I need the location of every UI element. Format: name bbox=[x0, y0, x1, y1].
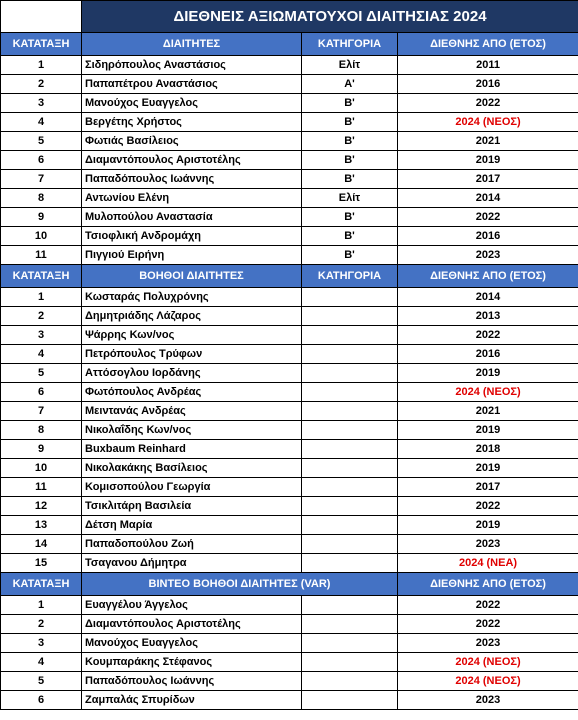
year-cell: 2016 bbox=[398, 75, 578, 94]
table-row bbox=[1, 459, 578, 478]
table-row bbox=[1, 151, 578, 170]
rank-cell: 5 bbox=[1, 672, 82, 691]
name-cell: Τσιοφλική Ανδρομάχη bbox=[82, 227, 302, 246]
name-cell: Μειντανάς Ανδρέας bbox=[82, 402, 302, 421]
rank-cell: 2 bbox=[1, 307, 82, 326]
table-row bbox=[1, 326, 578, 345]
category-cell: Ελίτ bbox=[302, 189, 398, 208]
category-cell bbox=[302, 383, 398, 402]
name-cell: Κουμπαράκης Στέφανος bbox=[82, 653, 302, 672]
category-cell bbox=[302, 440, 398, 459]
name-cell: Κομισοπούλου Γεωργία bbox=[82, 478, 302, 497]
category-cell bbox=[302, 288, 398, 307]
category-cell bbox=[302, 497, 398, 516]
table-row bbox=[1, 440, 578, 459]
table-row bbox=[1, 113, 578, 132]
name-cell: Μανούχος Ευαγγελος bbox=[82, 94, 302, 113]
rank-cell: 1 bbox=[1, 288, 82, 307]
rank-cell: 4 bbox=[1, 113, 82, 132]
rank-cell: 10 bbox=[1, 459, 82, 478]
year-cell: 2023 bbox=[398, 246, 578, 265]
var-header-row bbox=[1, 573, 578, 596]
name-cell: Φωτόπουλος Ανδρέας bbox=[82, 383, 302, 402]
name-cell: Δέτση Μαρία bbox=[82, 516, 302, 535]
year-cell: 2019 bbox=[398, 516, 578, 535]
category-cell: Β' bbox=[302, 227, 398, 246]
year-cell: 2019 bbox=[398, 421, 578, 440]
category-cell bbox=[302, 345, 398, 364]
category-cell bbox=[302, 402, 398, 421]
year-cell: 2016 bbox=[398, 227, 578, 246]
year-cell: 2017 bbox=[398, 170, 578, 189]
category-cell bbox=[302, 615, 398, 634]
year-cell: 2024 (ΝΕΟΣ) bbox=[398, 113, 578, 132]
table-row bbox=[1, 615, 578, 634]
category-cell: Ελίτ bbox=[302, 56, 398, 75]
year-cell: 2022 bbox=[398, 497, 578, 516]
rank-cell: 12 bbox=[1, 497, 82, 516]
category-cell: Β' bbox=[302, 113, 398, 132]
name-cell: Παπαδόπουλος Ιωάννης bbox=[82, 672, 302, 691]
table-row bbox=[1, 94, 578, 113]
table-row bbox=[1, 307, 578, 326]
referees-header-row bbox=[1, 33, 578, 56]
rank-cell: 2 bbox=[1, 615, 82, 634]
year-cell: 2023 bbox=[398, 634, 578, 653]
rank-cell: 11 bbox=[1, 478, 82, 497]
table-row bbox=[1, 56, 578, 75]
year-cell: 2024 (ΝΕΟΣ) bbox=[398, 383, 578, 402]
year-cell: 2014 bbox=[398, 288, 578, 307]
year-cell: 2019 bbox=[398, 459, 578, 478]
table-row bbox=[1, 691, 578, 710]
category-cell: Α' bbox=[302, 75, 398, 94]
name-cell: Ζαμπαλάς Σπυρίδων bbox=[82, 691, 302, 710]
name-cell: Ψάρρης Κων/νος bbox=[82, 326, 302, 345]
year-cell: 2019 bbox=[398, 364, 578, 383]
table-row bbox=[1, 383, 578, 402]
year-cell: 2016 bbox=[398, 345, 578, 364]
header-rank: ΚΑΤΑΤΑΞΗ bbox=[1, 573, 82, 596]
year-cell: 2022 bbox=[398, 94, 578, 113]
header-rank: ΚΑΤΑΤΑΞΗ bbox=[1, 265, 82, 288]
header-year: ΔΙΕΘΝΗΣ ΑΠΟ (ΕΤΟΣ) bbox=[398, 33, 578, 56]
rank-cell: 15 bbox=[1, 554, 82, 573]
table-row bbox=[1, 189, 578, 208]
category-cell bbox=[302, 478, 398, 497]
header-year: ΔΙΕΘΝΗΣ ΑΠΟ (ΕΤΟΣ) bbox=[398, 265, 578, 288]
table-row bbox=[1, 516, 578, 535]
name-cell: Βεργέτης Χρήστος bbox=[82, 113, 302, 132]
name-cell: Πετρόπουλος Τρύφων bbox=[82, 345, 302, 364]
name-cell: Φωτιάς Βασίλειος bbox=[82, 132, 302, 151]
name-cell: Αντωνίου Ελένη bbox=[82, 189, 302, 208]
name-cell: Παπαπέτρου Αναστάσιος bbox=[82, 75, 302, 94]
year-cell: 2024 (ΝΕΟΣ) bbox=[398, 672, 578, 691]
year-cell: 2021 bbox=[398, 132, 578, 151]
table-row bbox=[1, 596, 578, 615]
category-cell bbox=[302, 672, 398, 691]
table-row bbox=[1, 345, 578, 364]
year-cell: 2014 bbox=[398, 189, 578, 208]
category-cell bbox=[302, 653, 398, 672]
table-row bbox=[1, 364, 578, 383]
header-rank: ΚΑΤΑΤΑΞΗ bbox=[1, 33, 82, 56]
category-cell: Β' bbox=[302, 151, 398, 170]
category-cell bbox=[302, 596, 398, 615]
rank-cell: 10 bbox=[1, 227, 82, 246]
rank-cell: 3 bbox=[1, 326, 82, 345]
name-cell: Πιγγιού Ειρήνη bbox=[82, 246, 302, 265]
rank-cell: 8 bbox=[1, 421, 82, 440]
table-row bbox=[1, 478, 578, 497]
header-category: ΚΑΤΗΓΟΡΙΑ bbox=[302, 33, 398, 56]
year-cell: 2013 bbox=[398, 307, 578, 326]
name-cell: Ευαγγέλου Άγγελος bbox=[82, 596, 302, 615]
category-cell bbox=[302, 634, 398, 653]
header-title: ΒΙΝΤΕΟ ΒΟΗΘΟΙ ΔΙΑΙΤΗΤΕΣ (VAR) bbox=[82, 573, 398, 596]
header-category: ΚΑΤΗΓΟΡΙΑ bbox=[302, 265, 398, 288]
category-cell bbox=[302, 535, 398, 554]
table-row bbox=[1, 288, 578, 307]
year-cell: 2022 bbox=[398, 208, 578, 227]
category-cell: Β' bbox=[302, 170, 398, 189]
category-cell bbox=[302, 307, 398, 326]
name-cell: Κωσταράς Πολυχρόνης bbox=[82, 288, 302, 307]
year-cell: 2018 bbox=[398, 440, 578, 459]
rank-cell: 1 bbox=[1, 56, 82, 75]
rank-cell: 7 bbox=[1, 170, 82, 189]
rank-cell: 3 bbox=[1, 634, 82, 653]
table-row bbox=[1, 132, 578, 151]
rank-cell: 6 bbox=[1, 691, 82, 710]
year-cell: 2017 bbox=[398, 478, 578, 497]
year-cell: 2011 bbox=[398, 56, 578, 75]
name-cell: Νικολακάκης Βασίλειος bbox=[82, 459, 302, 478]
rank-cell: 2 bbox=[1, 75, 82, 94]
name-cell: Δημητριάδης Λάζαρος bbox=[82, 307, 302, 326]
year-cell: 2024 (ΝΕΑ) bbox=[398, 554, 578, 573]
category-cell bbox=[302, 364, 398, 383]
title-row bbox=[1, 1, 578, 33]
category-cell bbox=[302, 459, 398, 478]
rank-cell: 11 bbox=[1, 246, 82, 265]
name-cell: Παπαδόπουλος Ιωάννης bbox=[82, 170, 302, 189]
rank-cell: 13 bbox=[1, 516, 82, 535]
name-cell: Σιδηρόπουλος Αναστάσιος bbox=[82, 56, 302, 75]
table-row bbox=[1, 535, 578, 554]
category-cell bbox=[302, 326, 398, 345]
rank-cell: 9 bbox=[1, 440, 82, 459]
category-cell: Β' bbox=[302, 208, 398, 227]
category-cell: Β' bbox=[302, 246, 398, 265]
table-row bbox=[1, 402, 578, 421]
rank-cell: 6 bbox=[1, 151, 82, 170]
table-row bbox=[1, 227, 578, 246]
rank-cell: 5 bbox=[1, 132, 82, 151]
name-cell: Αττόσογλου Ιορδάνης bbox=[82, 364, 302, 383]
rank-cell: 5 bbox=[1, 364, 82, 383]
name-cell: Buxbaum Reinhard bbox=[82, 440, 302, 459]
rank-cell: 14 bbox=[1, 535, 82, 554]
table-row bbox=[1, 554, 578, 573]
name-cell: Παπαδοπούλου Ζωή bbox=[82, 535, 302, 554]
rank-cell: 4 bbox=[1, 345, 82, 364]
rank-cell: 7 bbox=[1, 402, 82, 421]
table-row bbox=[1, 75, 578, 94]
year-cell: 2022 bbox=[398, 615, 578, 634]
table-row bbox=[1, 208, 578, 227]
table-row bbox=[1, 653, 578, 672]
year-cell: 2023 bbox=[398, 691, 578, 710]
category-cell bbox=[302, 421, 398, 440]
name-cell: Νικολαΐδης Κων/νος bbox=[82, 421, 302, 440]
rank-cell: 6 bbox=[1, 383, 82, 402]
page-title: ΔΙΕΘΝΕΙΣ ΑΞΙΩΜΑΤΟΥΧΟΙ ΔΙΑΙΤΗΣΙΑΣ 2024 bbox=[82, 1, 578, 33]
name-cell: Μανούχος Ευαγγελος bbox=[82, 634, 302, 653]
rank-cell: 9 bbox=[1, 208, 82, 227]
year-cell: 2023 bbox=[398, 535, 578, 554]
rank-cell: 1 bbox=[1, 596, 82, 615]
category-cell bbox=[302, 516, 398, 535]
name-cell: Διαμαντόπουλος Αριστοτέλης bbox=[82, 615, 302, 634]
category-cell: Β' bbox=[302, 94, 398, 113]
assistants-header-row bbox=[1, 265, 578, 288]
category-cell bbox=[302, 691, 398, 710]
year-cell: 2024 (ΝΕΟΣ) bbox=[398, 653, 578, 672]
year-cell: 2022 bbox=[398, 596, 578, 615]
year-cell: 2019 bbox=[398, 151, 578, 170]
rank-cell: 3 bbox=[1, 94, 82, 113]
year-cell: 2022 bbox=[398, 326, 578, 345]
table-row bbox=[1, 170, 578, 189]
name-cell: Διαμαντόπουλος Αριστοτέλης bbox=[82, 151, 302, 170]
title-blank-cell bbox=[1, 1, 82, 33]
table-row bbox=[1, 672, 578, 691]
name-cell: Τσαγανου Δήμητρα bbox=[82, 554, 302, 573]
header-year: ΔΙΕΘΝΗΣ ΑΠΟ (ΕΤΟΣ) bbox=[398, 573, 578, 596]
category-cell: Β' bbox=[302, 132, 398, 151]
header-title: ΒΟΗΘΟΙ ΔΙΑΙΤΗΤΕΣ bbox=[82, 265, 302, 288]
table-row bbox=[1, 634, 578, 653]
name-cell: Μυλοπούλου Αναστασία bbox=[82, 208, 302, 227]
category-cell bbox=[302, 554, 398, 573]
rank-cell: 4 bbox=[1, 653, 82, 672]
table-row bbox=[1, 246, 578, 265]
table-row bbox=[1, 497, 578, 516]
header-referees: ΔΙΑΙΤΗΤΕΣ bbox=[82, 33, 302, 56]
table-row bbox=[1, 421, 578, 440]
name-cell: Τσικλιτάρη Βασιλεία bbox=[82, 497, 302, 516]
rank-cell: 8 bbox=[1, 189, 82, 208]
year-cell: 2021 bbox=[398, 402, 578, 421]
